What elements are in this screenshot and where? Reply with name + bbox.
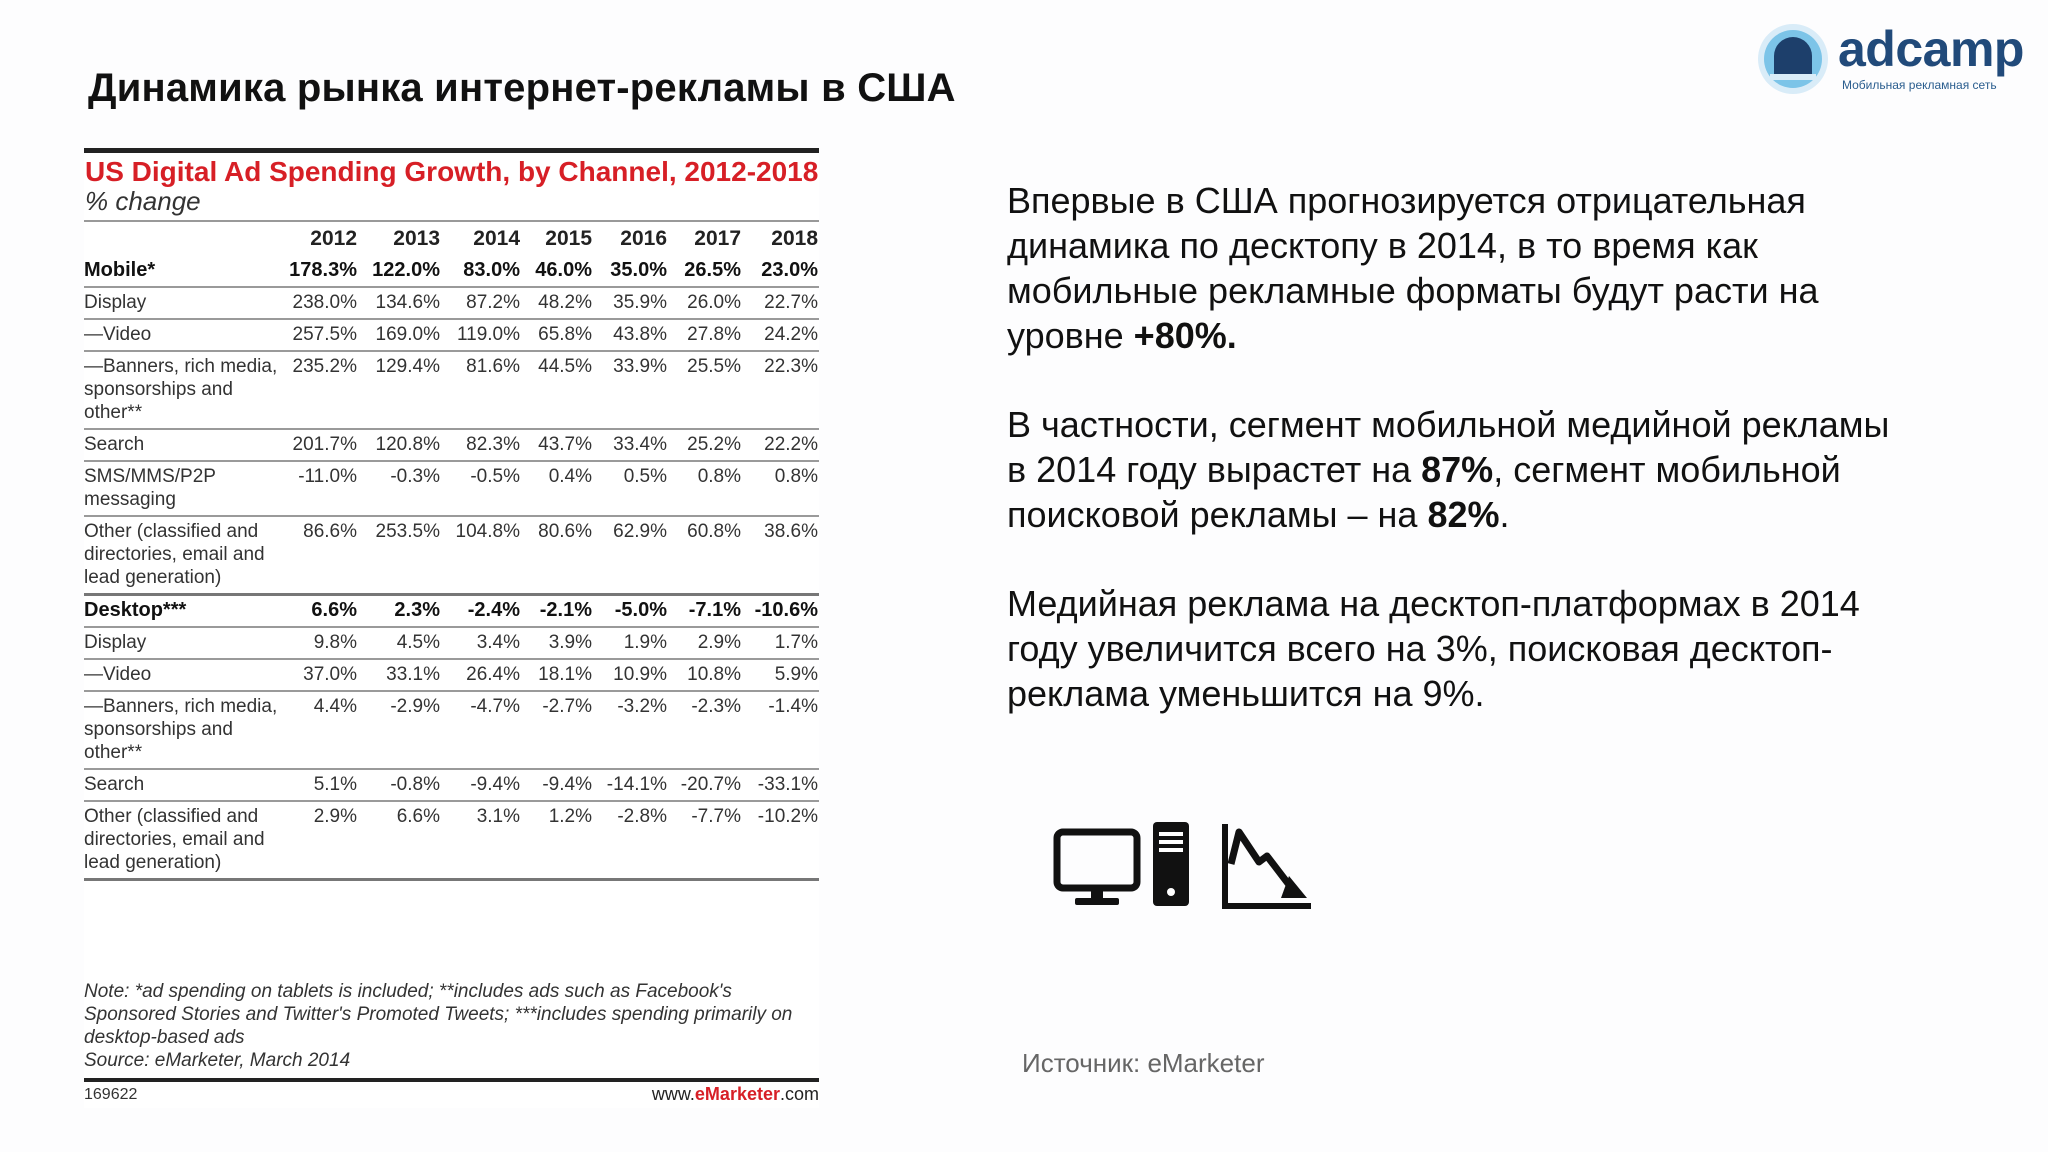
row-label: —Banners, rich media, sponsorships and other** [84,351,280,429]
source-label: Источник: eMarketer [1022,1048,1265,1078]
table-cell: 235.2% [280,351,358,429]
table-cell: 0.4% [521,461,593,516]
table-cell: 4.5% [358,627,441,659]
p1-text: Впервые в США прогнозируется отрицательная динамика по десктопу в 2014, в то время как мобильные рекламные форматы будут расти на уровне [1007,180,1819,356]
p2-bold-a: 87% [1421,449,1494,490]
logo-wordmark: adcamp [1838,21,2024,77]
table-cell: -2.8% [593,801,668,880]
row-label: Desktop*** [84,595,280,628]
row-label: Search [84,429,280,461]
table-cell: 4.4% [280,691,358,769]
table-cell: 3.1% [441,801,521,880]
table-cell: -3.2% [593,691,668,769]
column-header: 2012 [310,227,357,250]
row-label: —Video [84,659,280,691]
table-cell: 178.3% [280,256,358,287]
table-subtitle: % change [85,186,201,216]
row-label: Mobile* [84,256,280,287]
table-cell: 62.9% [593,516,668,595]
table-row [84,595,819,628]
table-cell: 253.5% [358,516,441,595]
table-cell: 22.3% [742,351,819,429]
table-cell: 104.8% [441,516,521,595]
table-cell: 18.1% [521,659,593,691]
table-cell: 122.0% [358,256,441,287]
column-header: 2018 [771,227,818,250]
page-title: Динамика рынка интернет-рекламы в США [88,66,956,110]
table-cell: 10.8% [668,659,742,691]
adcamp-logo [1750,18,2024,98]
icons-group [1053,820,1313,912]
emarketer-site [652,1084,819,1105]
table-note: Note: *ad spending on tablets is included; **includes ads such as Facebook's Sponsored Stories and Twitter's Promoted Tweets; ***includes spending primarily on desktop-based ads [84,981,793,1048]
table-cell: -14.1% [593,769,668,801]
growth-table [84,222,819,881]
row-label: Other (classified and directories, email and lead generation) [84,801,280,880]
table-cell: -11.0% [280,461,358,516]
table-cell: 134.6% [358,287,441,319]
table-cell: 82.3% [441,429,521,461]
table-source: Source: eMarketer, March 2014 [84,1050,351,1071]
table-title: US Digital Ad Spending Growth, by Channel, 2012-2018 [85,156,819,187]
table-cell: -4.7% [441,691,521,769]
table-row [84,516,819,595]
column-header: 2014 [473,227,520,250]
table-cell: -0.5% [441,461,521,516]
table-cell: 46.0% [521,256,593,287]
column-header: 2017 [694,227,741,250]
table-cell: 2.9% [280,801,358,880]
table-cell: 24.2% [742,319,819,351]
paragraph-3: Медийная реклама на десктоп-платформах в 2014 году увеличится всего на 3%, поисковая десктоп-реклама уменьшится на 9%. [1007,583,1860,714]
table-cell: 6.6% [358,801,441,880]
table-cell: -1.4% [742,691,819,769]
p2-text-b: , сегмент мобильной поисковой рекламы – на [1007,449,1841,535]
table-cell: 120.8% [358,429,441,461]
table-cell: 38.6% [742,516,819,595]
commentary [1007,178,1907,760]
table-cell: 1.2% [521,801,593,880]
row-label: SMS/MMS/P2P messaging [84,461,280,516]
row-label: Display [84,287,280,319]
table-cell: 35.0% [593,256,668,287]
p1-bold: +80%. [1133,315,1237,356]
table-cell: -10.2% [742,801,819,880]
table-cell: 3.4% [441,627,521,659]
top-rule [84,148,819,153]
table-cell: 129.4% [358,351,441,429]
table-cell: 6.6% [280,595,358,628]
table-cell: 37.0% [280,659,358,691]
site-brand: eMarketer [694,1084,780,1104]
row-label: —Video [84,319,280,351]
table-cell: -7.7% [668,801,742,880]
table-cell: -0.3% [358,461,441,516]
table-cell: -10.6% [742,595,819,628]
table-cell: 1.7% [742,627,819,659]
table-cell: -7.1% [668,595,742,628]
table-cell: 87.2% [441,287,521,319]
row-label: Display [84,627,280,659]
table-cell: 5.1% [280,769,358,801]
table-cell: 60.8% [668,516,742,595]
table-cell: 65.8% [521,319,593,351]
paragraph-2 [1007,402,1907,537]
table-cell: -2.1% [521,595,593,628]
table-cell: -2.3% [668,691,742,769]
table-cell: 43.8% [593,319,668,351]
paragraph-1 [1007,178,1907,358]
table-cell: -20.7% [668,769,742,801]
table-row [84,319,819,351]
table-row [84,287,819,319]
table-cell: 0.5% [593,461,668,516]
p2-text-c: . [1499,494,1510,535]
table-cell: 83.0% [441,256,521,287]
table-cell: 5.9% [742,659,819,691]
table-cell: 9.8% [280,627,358,659]
column-header [84,222,280,256]
table-cell: 0.8% [668,461,742,516]
row-label: —Banners, rich media, sponsorships and other** [84,691,280,769]
table-cell: 238.0% [280,287,358,319]
bottom-rule [84,1078,819,1082]
table-row [84,801,819,880]
table-cell: 3.9% [521,627,593,659]
chart-id: 169622 [84,1086,138,1103]
table-cell: 22.7% [742,287,819,319]
table-cell: 33.4% [593,429,668,461]
p2-bold-b: 82% [1427,494,1500,535]
p2-text-a: В частности, сегмент мобильной медийной рекламы в 2014 году вырастет на [1007,404,1890,490]
table-row [84,351,819,429]
table-cell: 33.1% [358,659,441,691]
table-cell: -2.4% [441,595,521,628]
table-row [84,769,819,801]
table-cell: 43.7% [521,429,593,461]
table-cell: -9.4% [441,769,521,801]
site-suffix: .com [779,1084,819,1104]
column-header: 2016 [620,227,667,250]
table-cell: 33.9% [593,351,668,429]
table-cell: -2.7% [521,691,593,769]
table-row [84,627,819,659]
logo-tagline: Мобильная рекламная сеть [1842,78,1997,92]
table-cell: 119.0% [441,319,521,351]
table-cell: 81.6% [441,351,521,429]
table-row [84,691,819,769]
table-cell: 27.8% [668,319,742,351]
table-row [84,461,819,516]
site-prefix: www. [651,1084,695,1104]
table-cell: 25.2% [668,429,742,461]
table-cell: 22.2% [742,429,819,461]
row-label: Search [84,769,280,801]
table-row [84,256,819,287]
emarketer-table-figure [84,148,819,1108]
column-header: 2015 [545,227,592,250]
table-cell: 10.9% [593,659,668,691]
table-cell: 2.9% [668,627,742,659]
table-cell: 169.0% [358,319,441,351]
header-row [84,222,819,256]
table-cell: 44.5% [521,351,593,429]
table-row [84,659,819,691]
table-cell: 1.9% [593,627,668,659]
table-cell: -33.1% [742,769,819,801]
column-header: 2013 [393,227,440,250]
table-cell: 257.5% [280,319,358,351]
table-cell: 35.9% [593,287,668,319]
table-cell: 0.8% [742,461,819,516]
table-cell: 80.6% [521,516,593,595]
table-notes [84,980,819,1072]
table-cell: 26.0% [668,287,742,319]
table-cell: 48.2% [521,287,593,319]
table-cell: 26.5% [668,256,742,287]
table-row [84,429,819,461]
table-cell: 23.0% [742,256,819,287]
table-cell: 86.6% [280,516,358,595]
table-cell: 26.4% [441,659,521,691]
table-cell: -0.8% [358,769,441,801]
table-cell: 201.7% [280,429,358,461]
decline-chart-icon [1225,824,1311,906]
table-cell: -2.9% [358,691,441,769]
table-cell: -9.4% [521,769,593,801]
adcamp-logo-mark [1756,22,1830,96]
table-cell: 25.5% [668,351,742,429]
table-cell: -5.0% [593,595,668,628]
table-cell: 2.3% [358,595,441,628]
desktop-computer-icon [1057,822,1189,906]
row-label: Other (classified and directories, email and lead generation) [84,516,280,595]
